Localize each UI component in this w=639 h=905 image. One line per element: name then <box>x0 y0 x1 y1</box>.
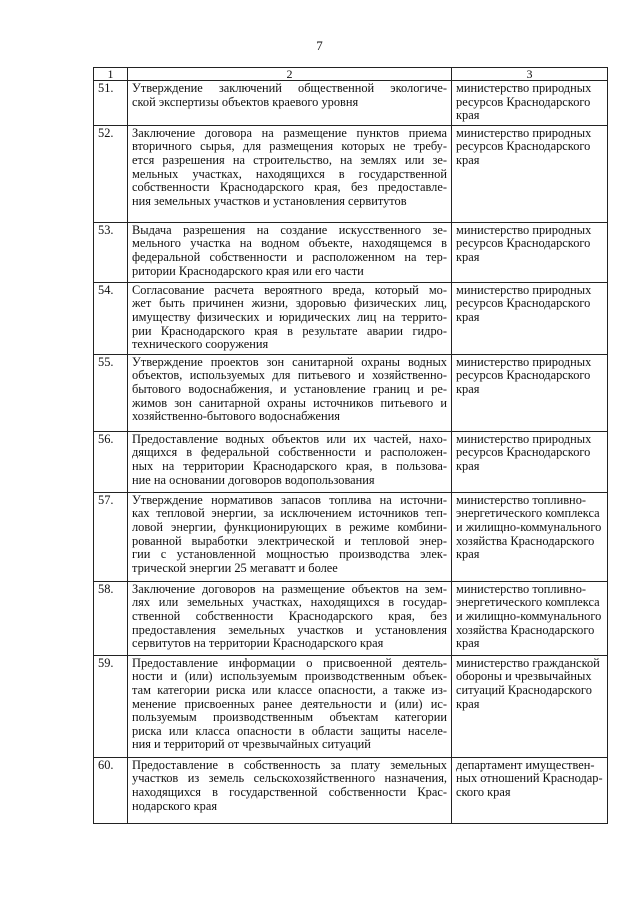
service-description <box>128 492 452 581</box>
service-description-line: Предоставление в собственность за плату земельных <box>132 757 447 772</box>
table-row <box>94 354 608 431</box>
service-description-line: нодарского края <box>132 798 218 813</box>
service-description-line: риска или класса опасности в области защиты населе- <box>132 723 447 738</box>
service-description-line: бытового водоснабжения, и установление границ и ре- <box>132 381 447 396</box>
responsible-body-line: края <box>456 547 480 562</box>
service-description-line: технического сооружения <box>132 337 269 352</box>
service-description-line: собственности Краснодарского края, без предоставле- <box>132 180 447 195</box>
service-description-line: предоставления земельных участков и установления <box>132 622 447 637</box>
service-description-line: участков из земель сельскохозяйственного назначения, <box>132 771 447 786</box>
responsible-body-line: края <box>456 636 480 651</box>
service-description-line: гии с установленной мощностью производства элек- <box>132 547 447 562</box>
row-number: 54. <box>94 282 128 354</box>
responsible-body-line: энергетического комплекса <box>456 595 600 610</box>
responsible-body-line: министерство природных <box>456 81 592 95</box>
responsible-body <box>452 282 608 354</box>
service-description-line: ных на территории Краснодарского края, в пользова- <box>132 458 447 473</box>
service-description-line: имуществу физических и юридических лиц на террито- <box>132 309 447 324</box>
responsible-body-line: министерство гражданской <box>456 655 600 670</box>
service-description-line: лях или земельных участках, находящихся в государ- <box>132 595 447 610</box>
row-number: 59. <box>94 655 128 757</box>
service-description-line: ственной собственности Краснодарского края, без <box>132 608 447 623</box>
responsible-body <box>452 222 608 282</box>
responsible-body-line: ных отношений Краснодар- <box>456 771 603 786</box>
table-row <box>94 125 608 222</box>
responsible-body-line: ского края <box>456 784 511 799</box>
service-description <box>128 222 452 282</box>
service-description-line: Заключение договоров на размещение объектов на зем- <box>132 581 447 596</box>
service-description <box>128 655 452 757</box>
responsible-body <box>452 655 608 757</box>
responsible-body-line: ситуаций Краснодарского <box>456 682 592 697</box>
responsible-body-line: ресурсов Краснодарского <box>456 296 591 311</box>
responsible-body <box>452 125 608 222</box>
service-description-line: Заключение договора на размещение пунктов приема <box>132 125 447 140</box>
table-row <box>94 492 608 581</box>
service-description-line: хозяйственно-бытового водоснабжения <box>132 409 340 424</box>
table-row <box>94 655 608 757</box>
responsible-body-line: края <box>456 696 480 711</box>
service-description-line: менение присвоенных ранее деятельности и (или) ис- <box>132 696 447 711</box>
row-number: 57. <box>94 492 128 581</box>
responsible-body-line: и жилищно-коммунального <box>456 608 602 623</box>
service-description-line: мельных участках, находящихся в государственной <box>132 166 447 181</box>
responsible-body-line: хозяйства Краснодарского <box>456 622 595 637</box>
service-description-line: там категории риска или классе опасности, а также из- <box>132 682 447 697</box>
responsible-body <box>452 354 608 431</box>
responsible-body-line: министерство топливно- <box>456 581 587 596</box>
row-number: 52. <box>94 125 128 222</box>
responsible-body <box>452 81 608 126</box>
responsible-body-line: ресурсов Краснодарского <box>456 139 591 154</box>
header-cell-3: 3 <box>452 68 608 81</box>
service-description <box>128 757 452 823</box>
service-description-line: находящихся в государственной собственности Крас- <box>132 784 447 799</box>
service-description-line: ской экспертизы объектов краевого уровня <box>132 94 359 109</box>
responsible-body-line: энергетического комплекса <box>456 506 600 521</box>
service-description-line: Предоставление информации о присвоенной деятель- <box>132 655 447 670</box>
table-body <box>94 68 608 824</box>
service-description-line: Утверждение проектов зон санитарной охраны водных <box>132 354 447 369</box>
responsible-body-line: министерство природных <box>456 222 592 237</box>
table-row <box>94 431 608 492</box>
responsible-body-line: ресурсов Краснодарского <box>456 94 591 109</box>
responsible-body-line: министерство природных <box>456 282 592 297</box>
table-row <box>94 581 608 655</box>
header-cell-2: 2 <box>128 68 452 81</box>
responsible-body-line: и жилищно-коммунального <box>456 519 602 534</box>
responsible-body <box>452 581 608 655</box>
responsible-body-line: ресурсов Краснодарского <box>456 368 591 383</box>
service-description-line: мельного участка на водном объекте, находящемся в <box>132 236 447 251</box>
service-description-line: Предоставление водных объектов или их частей, нахо- <box>132 431 447 446</box>
service-description <box>128 581 452 655</box>
responsible-body-line: обороны и чрезвычайных <box>456 669 592 684</box>
responsible-body <box>452 431 608 492</box>
service-description-line: ности и (или) используемым производственным объек- <box>132 669 447 684</box>
service-description-line: ритории Краснодарского края или его части <box>132 263 364 278</box>
service-description-line: пользуемым производственным объектам категории <box>132 710 447 725</box>
service-description-line: ловой энергии, функционирующих в режиме комбини- <box>132 519 447 534</box>
row-number: 55. <box>94 354 128 431</box>
responsible-body-line: ресурсов Краснодарского <box>456 445 591 460</box>
service-description-line: рованной выработки электрической и тепловой энер- <box>132 533 447 548</box>
service-description-line: ние на основании договоров водопользования <box>132 472 375 487</box>
responsible-body-line: министерство топливно- <box>456 492 587 507</box>
row-number: 56. <box>94 431 128 492</box>
responsible-body <box>452 757 608 823</box>
responsible-body-line: департамент имуществен- <box>456 757 595 772</box>
responsible-body-line: министерство природных <box>456 354 592 369</box>
responsible-body-line: края <box>456 249 480 264</box>
responsible-body-line: министерство природных <box>456 431 592 446</box>
service-description-line: Согласование расчета вероятного вреда, который мо- <box>132 282 447 297</box>
responsible-body-line: министерство природных <box>456 125 592 140</box>
service-description-line: вторичного сырья, для размещения которых не требу- <box>132 139 447 154</box>
responsible-body-line: края <box>456 152 480 167</box>
service-description-line: трической энергии 25 мегаватт и более <box>132 560 338 575</box>
service-description-line: Утверждение заключений общественной экологиче- <box>132 81 447 95</box>
table-row <box>94 222 608 282</box>
service-description <box>128 431 452 492</box>
service-description <box>128 125 452 222</box>
service-description-line: федеральной собственности и расположенном на тер- <box>132 249 447 264</box>
table-header-row <box>94 68 608 81</box>
service-description-line: объектов, используемых для питьевого и хозяйственно- <box>132 368 447 383</box>
service-description-line: дящихся в федеральной собственности и расположен- <box>132 445 447 460</box>
responsible-body-line: края <box>456 381 480 396</box>
row-number: 58. <box>94 581 128 655</box>
service-description-line: жет быть причинен жизни, здоровью физических лиц, <box>132 296 447 311</box>
responsible-body-line: края <box>456 108 480 123</box>
responsible-body <box>452 492 608 581</box>
row-number: 60. <box>94 757 128 823</box>
row-number: 51. <box>94 81 128 126</box>
table-row <box>94 81 608 126</box>
services-table <box>93 67 608 824</box>
header-cell-1: 1 <box>94 68 128 81</box>
service-description-line: ния и территорий от чрезвычайных ситуаций <box>132 737 371 752</box>
table-row <box>94 282 608 354</box>
service-description-line: Выдача разрешения на создание искусственного зе- <box>132 222 447 237</box>
service-description <box>128 282 452 354</box>
service-description <box>128 354 452 431</box>
service-description-line: жимов зон санитарной охраны источников питьевого и <box>132 395 447 410</box>
service-description-line: ется разрешения на строительство, на землях или зе- <box>132 152 447 167</box>
service-description-line: Утверждение нормативов запасов топлива на источни- <box>132 492 447 507</box>
service-description-line: ках тепловой энергии, за исключением источников теп- <box>132 506 447 521</box>
row-number: 53. <box>94 222 128 282</box>
service-description <box>128 81 452 126</box>
table-row <box>94 757 608 823</box>
service-description-line: сервитутов на территории Краснодарского края <box>132 636 384 651</box>
page-number: 7 <box>316 38 323 53</box>
responsible-body-line: хозяйства Краснодарского <box>456 533 595 548</box>
responsible-body-line: ресурсов Краснодарского <box>456 236 591 251</box>
responsible-body-line: края <box>456 458 480 473</box>
service-description-line: ния земельных участков и установления сервитутов <box>132 193 407 208</box>
responsible-body-line: края <box>456 309 480 324</box>
service-description-line: рии Краснодарского края в результате аварии гидро- <box>132 323 447 338</box>
